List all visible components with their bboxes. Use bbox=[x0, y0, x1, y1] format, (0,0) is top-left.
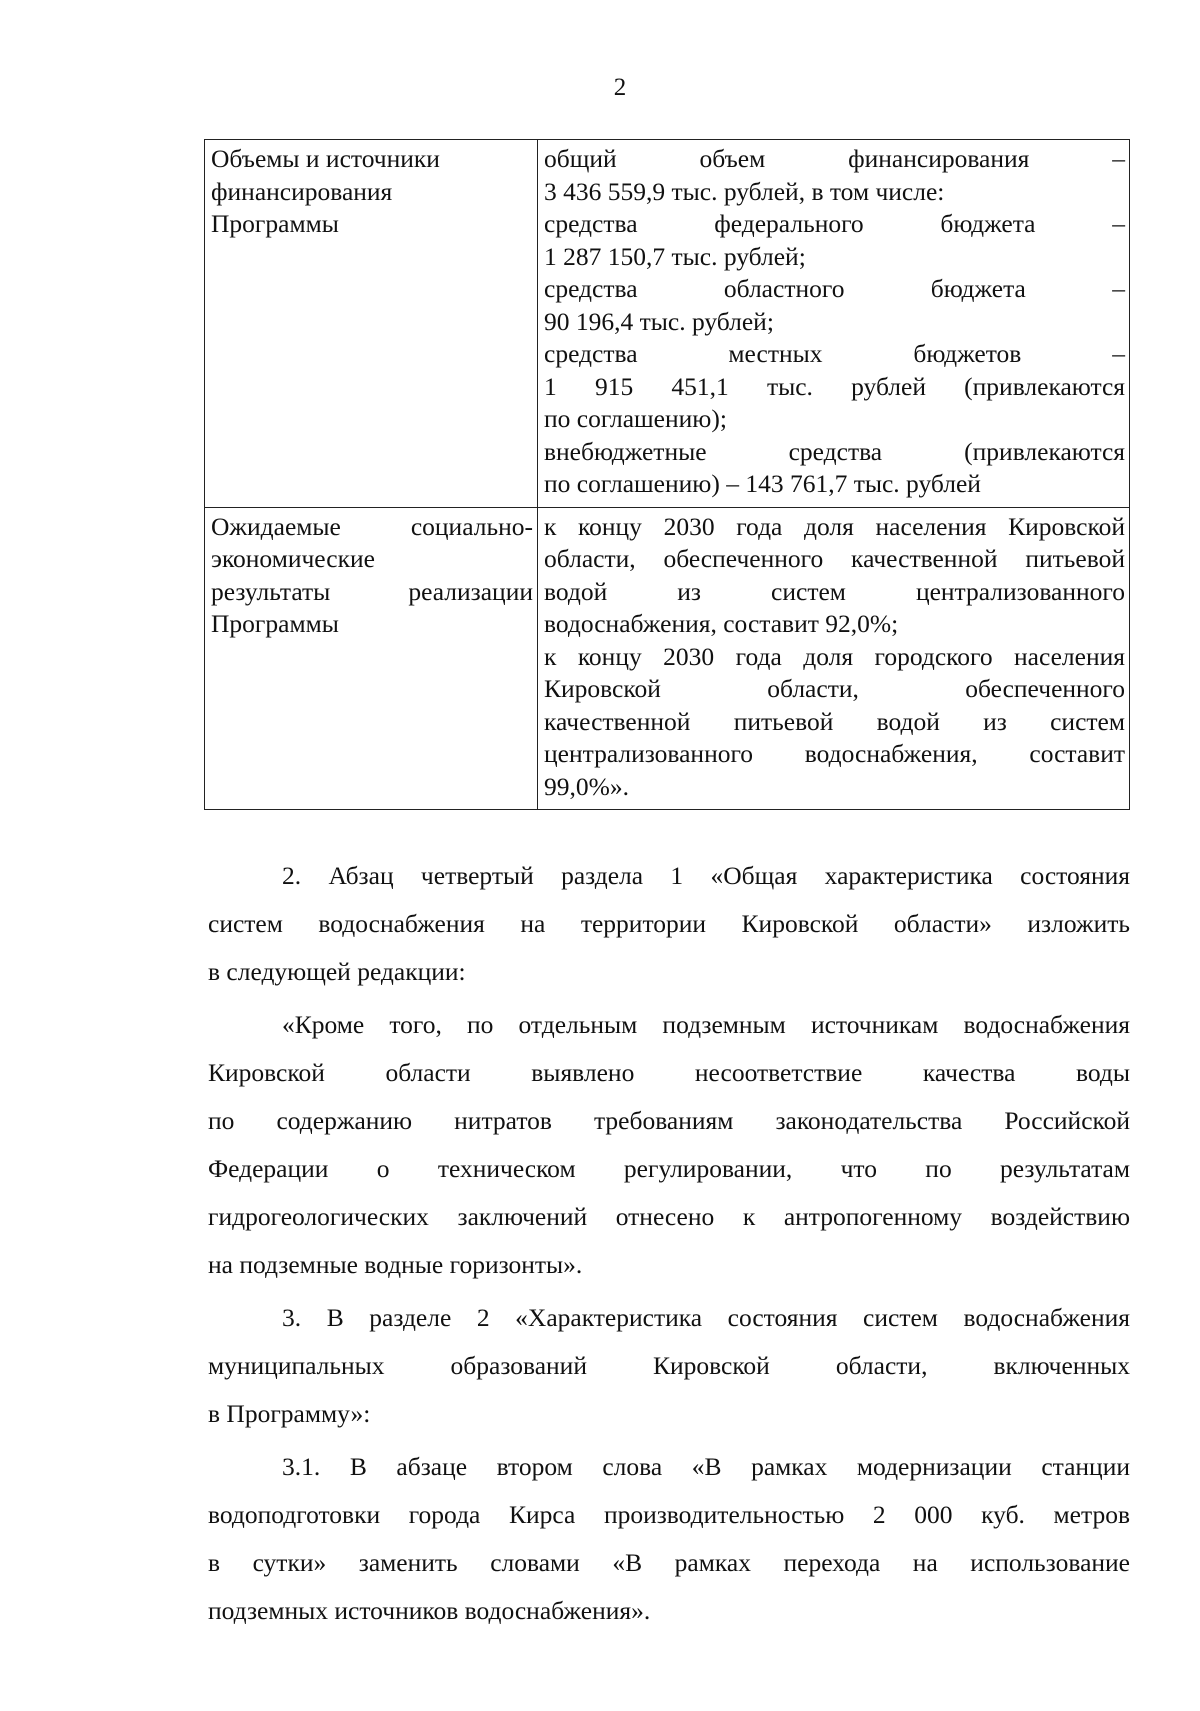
label-cell-financing bbox=[205, 140, 538, 508]
text-line: Кировской области выявлено несоответствие качества воды bbox=[208, 1058, 1130, 1087]
value-line: к концу 2030 года доля населения Кировской bbox=[544, 511, 1125, 541]
value-line: качественной питьевой водой из систем bbox=[544, 706, 1125, 736]
value-line: 3 436 559,9 тыс. рублей, в том числе: bbox=[544, 176, 945, 206]
value-line: по соглашению); bbox=[544, 404, 727, 433]
value-line: средства федерального бюджета – bbox=[544, 209, 1125, 238]
text-line: подземных источников водоснабжения». bbox=[208, 1596, 651, 1625]
text-line: 3.1. В абзаце втором слова «В рамках модернизации станции bbox=[282, 1452, 1130, 1481]
paragraph-amendment-2 bbox=[208, 852, 1130, 996]
text-line: Федерации о техническом регулировании, что по результатам bbox=[208, 1154, 1130, 1183]
value-cell-results bbox=[538, 507, 1130, 810]
paragraph-quoted-text bbox=[208, 1001, 1130, 1289]
value-line: Кировской области, обеспеченного bbox=[544, 674, 1125, 703]
label-line: Объемы и источники bbox=[211, 144, 440, 173]
text-line: «Кроме того, по отдельным подземным источникам водоснабжения bbox=[282, 1010, 1130, 1039]
label-line: результаты реализации bbox=[211, 576, 533, 606]
text-line: муниципальных образований Кировской области, включенных bbox=[208, 1351, 1130, 1380]
label-line: Программы bbox=[211, 209, 339, 238]
table-row-results bbox=[205, 507, 1130, 810]
value-line: общий объем финансирования – bbox=[544, 144, 1125, 173]
value-line: средства областного бюджета – bbox=[544, 274, 1125, 303]
label-line: экономические bbox=[211, 544, 375, 573]
label-line: Ожидаемые социально- bbox=[211, 511, 533, 541]
value-line: 1 287 150,7 тыс. рублей; bbox=[544, 241, 806, 271]
text-line: 3. В разделе 2 «Характеристика состояния систем водоснабжения bbox=[282, 1303, 1130, 1332]
value-line: 90 196,4 тыс. рублей; bbox=[544, 306, 774, 336]
text-line: на подземные водные горизонты». bbox=[208, 1250, 583, 1279]
paragraph-amendment-3 bbox=[208, 1294, 1130, 1438]
label-cell-results bbox=[205, 507, 538, 810]
body-text bbox=[208, 852, 1130, 1635]
value-line: средства местных бюджетов – bbox=[544, 339, 1125, 368]
value-line: централизованного водоснабжения, составит bbox=[544, 739, 1125, 768]
value-line: 99,0%». bbox=[544, 771, 629, 801]
page-number: 2 bbox=[613, 74, 627, 101]
text-line: 2. Абзац четвертый раздела 1 «Общая характеристика состояния bbox=[282, 861, 1130, 890]
text-line: в следующей редакции: bbox=[208, 957, 466, 986]
text-line: в Программу»: bbox=[208, 1399, 371, 1428]
text-line: в сутки» заменить словами «В рамках перехода на использование bbox=[208, 1548, 1130, 1577]
table-row-financing bbox=[205, 140, 1130, 508]
label-line: финансирования bbox=[211, 176, 393, 206]
value-line: водой из систем централизованного bbox=[544, 576, 1125, 606]
value-line: к концу 2030 года доля городского населения bbox=[544, 641, 1125, 671]
value-line: по соглашению) – 143 761,7 тыс. рублей bbox=[544, 469, 981, 498]
value-line: водоснабжения, составит 92,0%; bbox=[544, 609, 899, 638]
text-line: систем водоснабжения на территории Кировской области» изложить bbox=[208, 909, 1130, 938]
value-line: области, обеспеченного качественной питьевой bbox=[544, 544, 1125, 573]
text-line: гидрогеологических заключений отнесено к антропогенному воздействию bbox=[208, 1202, 1130, 1231]
value-line: 1 915 451,1 тыс. рублей (привлекаются bbox=[544, 371, 1125, 401]
value-line: внебюджетные средства (привлекаются bbox=[544, 436, 1125, 466]
program-passport-table bbox=[204, 139, 1130, 810]
label-line: Программы bbox=[211, 609, 339, 638]
value-cell-financing bbox=[538, 140, 1130, 508]
text-line: по содержанию нитратов требованиям законодательства Российской bbox=[208, 1106, 1130, 1135]
text-line: водоподготовки города Кирса производительностью 2 000 куб. метров bbox=[208, 1500, 1130, 1529]
paragraph-amendment-3-1 bbox=[208, 1443, 1130, 1635]
